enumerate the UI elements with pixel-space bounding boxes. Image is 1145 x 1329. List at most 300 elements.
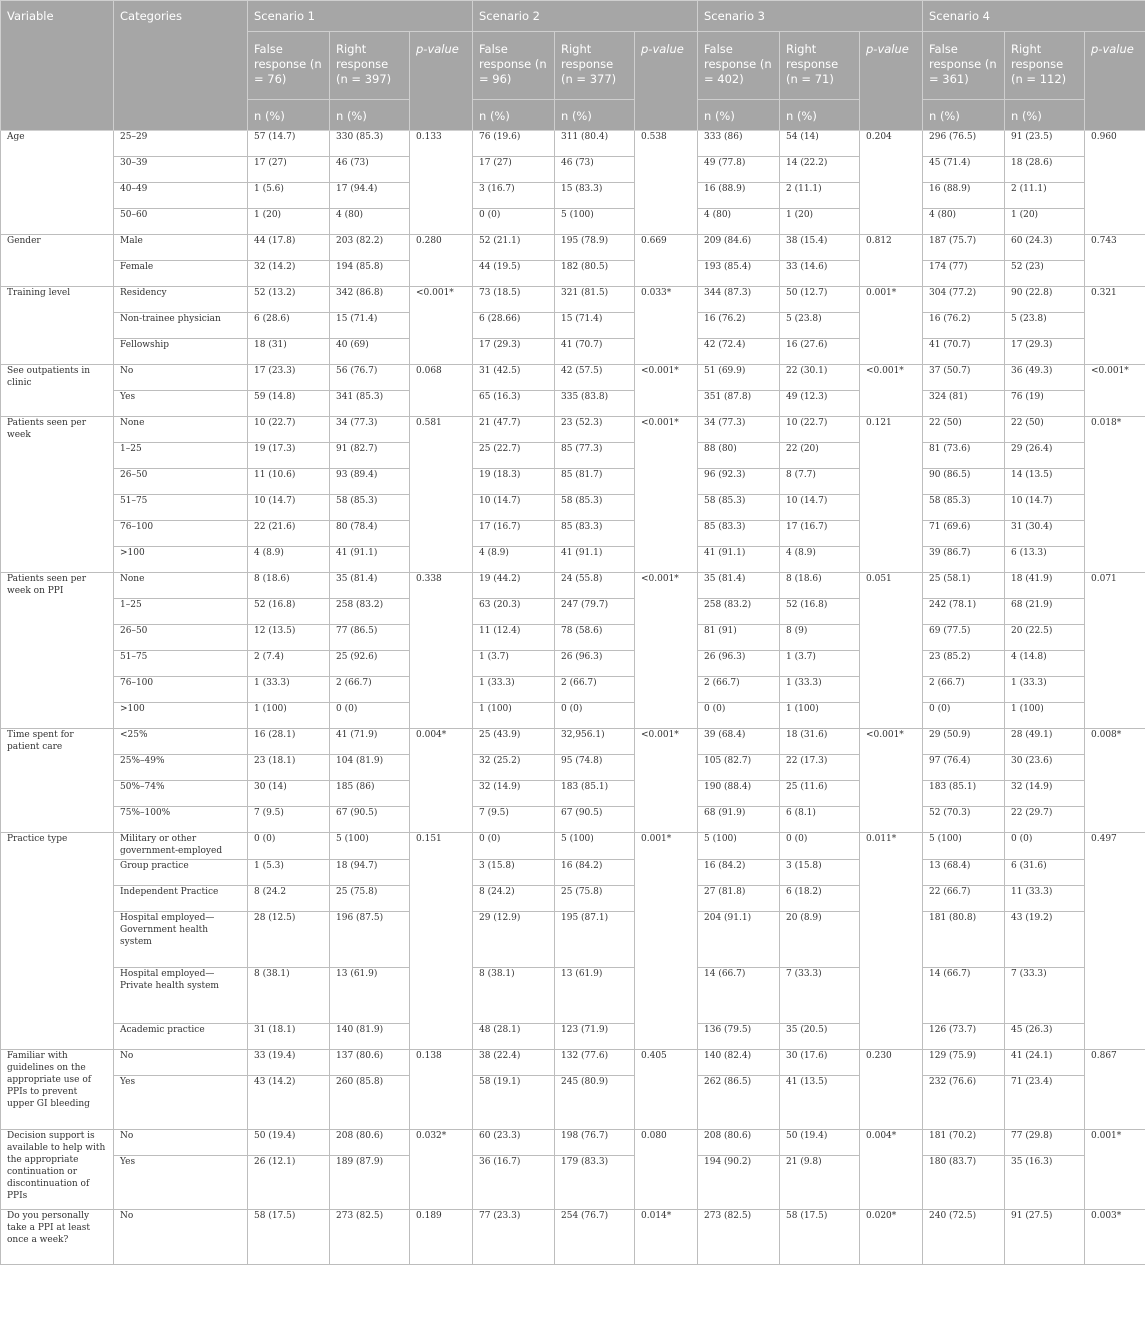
false-response-cell: 33 (19.4) (248, 1050, 330, 1076)
variable-cell: Patients seen per week (1, 417, 114, 573)
category-cell: Non-trainee physician (114, 313, 248, 339)
false-response-cell: 10 (22.7) (248, 417, 330, 443)
table-row (1, 860, 1145, 886)
right-response-cell: 18 (94.7) (330, 860, 410, 886)
false-response-cell: 304 (77.2) (923, 287, 1005, 313)
false-response-cell: 71 (69.6) (923, 521, 1005, 547)
right-response-cell: 1 (100) (780, 703, 860, 729)
right-response-header: Right response (n = 112) (1005, 32, 1085, 100)
category-cell: 76–100 (114, 521, 248, 547)
variable-cell: Patients seen per week on PPI (1, 573, 114, 729)
variable-cell: Decision support is available to help with the appropriate continuation or discontinuation of PPIs (1, 1130, 114, 1210)
false-response-cell: 25 (58.1) (923, 573, 1005, 599)
right-response-cell: 20 (8.9) (780, 912, 860, 968)
right-response-cell: 0 (0) (1005, 833, 1085, 860)
right-response-cell: 15 (71.4) (555, 313, 635, 339)
right-response-cell: 254 (76.7) (555, 1210, 635, 1265)
false-response-cell: 12 (13.5) (248, 625, 330, 651)
false-response-cell: 6 (28.66) (473, 313, 555, 339)
right-response-cell: 41 (91.1) (330, 547, 410, 573)
false-response-cell: 48 (28.1) (473, 1024, 555, 1050)
p-value-cell: 0.051 (860, 573, 923, 729)
right-response-cell: 18 (41.9) (1005, 573, 1085, 599)
variable-cell: Age (1, 131, 114, 235)
false-response-cell: 68 (91.9) (698, 807, 780, 833)
p-value-cell: 0.004* (410, 729, 473, 833)
false-response-cell: 296 (76.5) (923, 131, 1005, 157)
right-response-cell: 95 (74.8) (555, 755, 635, 781)
right-response-cell: 71 (23.4) (1005, 1076, 1085, 1130)
false-response-cell: 34 (77.3) (698, 417, 780, 443)
right-response-cell: 31 (30.4) (1005, 521, 1085, 547)
false-response-cell: 17 (16.7) (473, 521, 555, 547)
right-response-cell: 16 (84.2) (555, 860, 635, 886)
right-response-cell: 6 (31.6) (1005, 860, 1085, 886)
right-response-cell: 91 (23.5) (1005, 131, 1085, 157)
n-pct-header: n (%) (330, 100, 410, 131)
right-response-cell: 15 (83.3) (555, 183, 635, 209)
false-response-cell: 45 (71.4) (923, 157, 1005, 183)
right-response-cell: 273 (82.5) (330, 1210, 410, 1265)
right-response-cell: 17 (29.3) (1005, 339, 1085, 365)
p-value-cell: 0.189 (410, 1210, 473, 1265)
right-response-cell: 140 (81.9) (330, 1024, 410, 1050)
right-response-cell: 78 (58.6) (555, 625, 635, 651)
false-response-cell: 2 (66.7) (923, 677, 1005, 703)
table-row (1, 443, 1145, 469)
false-response-cell: 88 (80) (698, 443, 780, 469)
false-response-cell: 351 (87.8) (698, 391, 780, 417)
false-response-cell: 0 (0) (698, 703, 780, 729)
right-response-cell: 2 (66.7) (330, 677, 410, 703)
false-response-cell: 28 (12.5) (248, 912, 330, 968)
false-response-cell: 16 (76.2) (698, 313, 780, 339)
right-response-cell: 67 (90.5) (555, 807, 635, 833)
false-response-cell: 1 (100) (473, 703, 555, 729)
false-response-cell: 0 (0) (473, 833, 555, 860)
right-response-cell: 185 (86) (330, 781, 410, 807)
category-cell: Military or other government-employed (114, 833, 248, 860)
category-cell: 50–60 (114, 209, 248, 235)
false-response-cell: 25 (22.7) (473, 443, 555, 469)
false-response-cell: 13 (68.4) (923, 860, 1005, 886)
right-response-cell: 25 (75.8) (555, 886, 635, 912)
category-cell: 1–25 (114, 443, 248, 469)
table-row (1, 625, 1145, 651)
p-value-cell: <0.001* (635, 729, 698, 833)
right-response-cell: 5 (100) (555, 209, 635, 235)
p-value-cell: 0.020* (860, 1210, 923, 1265)
variable-cell: See outpatients in clinic (1, 365, 114, 417)
right-response-cell: 25 (75.8) (330, 886, 410, 912)
right-response-cell: 311 (80.4) (555, 131, 635, 157)
false-response-cell: 39 (68.4) (698, 729, 780, 755)
right-response-cell: 258 (83.2) (330, 599, 410, 625)
p-value-cell: 0.033* (635, 287, 698, 365)
p-value-cell: 0.812 (860, 235, 923, 287)
p-value-cell: 0.080 (635, 1130, 698, 1210)
table-row (1, 1024, 1145, 1050)
false-response-cell: 126 (73.7) (923, 1024, 1005, 1050)
right-response-cell: 38 (15.4) (780, 235, 860, 261)
table-row (1, 1076, 1145, 1130)
right-response-cell: 1 (20) (1005, 209, 1085, 235)
false-response-cell: 232 (76.6) (923, 1076, 1005, 1130)
p-value-cell: 0.001* (1085, 1130, 1145, 1210)
right-response-cell: 22 (29.7) (1005, 807, 1085, 833)
false-response-cell: 17 (27) (473, 157, 555, 183)
false-response-cell: 52 (21.1) (473, 235, 555, 261)
false-response-cell: 129 (75.9) (923, 1050, 1005, 1076)
right-response-cell: 4 (14.8) (1005, 651, 1085, 677)
false-response-cell: 58 (85.3) (923, 495, 1005, 521)
category-cell: Group practice (114, 860, 248, 886)
right-response-cell: 245 (80.9) (555, 1076, 635, 1130)
false-response-cell: 194 (90.2) (698, 1156, 780, 1210)
right-response-cell: 22 (50) (1005, 417, 1085, 443)
right-response-cell: 17 (16.7) (780, 521, 860, 547)
false-response-cell: 3 (16.7) (473, 183, 555, 209)
right-response-cell: 5 (23.8) (780, 313, 860, 339)
false-response-cell: 8 (24.2 (248, 886, 330, 912)
right-response-cell: 41 (71.9) (330, 729, 410, 755)
false-response-cell: 52 (13.2) (248, 287, 330, 313)
right-response-cell: 123 (71.9) (555, 1024, 635, 1050)
right-response-cell: 2 (11.1) (1005, 183, 1085, 209)
false-response-cell: 8 (38.1) (248, 968, 330, 1024)
p-value-cell: 0.004* (860, 1130, 923, 1210)
right-response-cell: 32,956.1) (555, 729, 635, 755)
false-response-cell: 2 (7.4) (248, 651, 330, 677)
right-response-cell: 15 (71.4) (330, 313, 410, 339)
p-value-cell: <0.001* (1085, 365, 1145, 417)
right-response-cell: 58 (85.3) (330, 495, 410, 521)
right-response-cell: 104 (81.9) (330, 755, 410, 781)
p-value-cell: 0.321 (1085, 287, 1145, 365)
table-row (1, 1210, 1145, 1265)
p-value-cell: 0.743 (1085, 235, 1145, 287)
right-response-cell: 11 (33.3) (1005, 886, 1085, 912)
category-cell: Male (114, 235, 248, 261)
false-response-cell: 1 (5.3) (248, 860, 330, 886)
false-response-cell: 8 (38.1) (473, 968, 555, 1024)
false-response-cell: 105 (82.7) (698, 755, 780, 781)
p-value-cell: 0.867 (1085, 1050, 1145, 1130)
scenario-4-header: Scenario 4 (923, 1, 1145, 32)
variable-cell: Gender (1, 235, 114, 287)
false-response-cell: 5 (100) (698, 833, 780, 860)
variable-header: Variable (1, 1, 114, 131)
right-response-cell: 45 (26.3) (1005, 1024, 1085, 1050)
false-response-cell: 22 (50) (923, 417, 1005, 443)
table-row (1, 209, 1145, 235)
right-response-cell: 0 (0) (330, 703, 410, 729)
category-cell: >100 (114, 703, 248, 729)
p-value-header: p-value (635, 32, 698, 131)
false-response-cell: 0 (0) (248, 833, 330, 860)
false-response-cell: 187 (75.7) (923, 235, 1005, 261)
p-value-cell: 0.338 (410, 573, 473, 729)
false-response-cell: 204 (91.1) (698, 912, 780, 968)
false-response-header: False response (n = 402) (698, 32, 780, 100)
right-response-cell: 93 (89.4) (330, 469, 410, 495)
table-row (1, 729, 1145, 755)
false-response-header: False response (n = 361) (923, 32, 1005, 100)
right-response-cell: 208 (80.6) (330, 1130, 410, 1156)
table-row (1, 131, 1145, 157)
variable-cell: Do you personally take a PPI at least once a week? (1, 1210, 114, 1265)
right-response-cell: 2 (66.7) (555, 677, 635, 703)
table-row (1, 495, 1145, 521)
category-cell: 75%–100% (114, 807, 248, 833)
false-response-cell: 63 (20.3) (473, 599, 555, 625)
right-response-cell: 10 (14.7) (780, 495, 860, 521)
category-cell: Hospital employed—Government health system (114, 912, 248, 968)
false-response-cell: 181 (80.8) (923, 912, 1005, 968)
false-response-cell: 39 (86.7) (923, 547, 1005, 573)
p-value-header: p-value (410, 32, 473, 131)
table-row (1, 391, 1145, 417)
false-response-cell: 11 (10.6) (248, 469, 330, 495)
table-row (1, 235, 1145, 261)
right-response-cell: 67 (90.5) (330, 807, 410, 833)
p-value-cell: <0.001* (860, 365, 923, 417)
p-value-cell: 0.230 (860, 1050, 923, 1130)
false-response-cell: 31 (18.1) (248, 1024, 330, 1050)
false-response-cell: 81 (91) (698, 625, 780, 651)
category-cell: 25–29 (114, 131, 248, 157)
right-response-cell: 14 (22.2) (780, 157, 860, 183)
right-response-cell: 32 (14.9) (1005, 781, 1085, 807)
false-response-cell: 25 (43.9) (473, 729, 555, 755)
right-response-cell: 22 (20) (780, 443, 860, 469)
right-response-cell: 35 (20.5) (780, 1024, 860, 1050)
right-response-cell: 8 (9) (780, 625, 860, 651)
table-row (1, 287, 1145, 313)
false-response-cell: 32 (25.2) (473, 755, 555, 781)
p-value-cell: <0.001* (860, 729, 923, 833)
category-cell: 30–39 (114, 157, 248, 183)
right-response-cell: 132 (77.6) (555, 1050, 635, 1076)
false-response-cell: 344 (87.3) (698, 287, 780, 313)
right-response-cell: 85 (81.7) (555, 469, 635, 495)
right-response-cell: 2 (11.1) (780, 183, 860, 209)
p-value-cell: 0.138 (410, 1050, 473, 1130)
false-response-cell: 26 (12.1) (248, 1156, 330, 1210)
false-response-cell: 273 (82.5) (698, 1210, 780, 1265)
right-response-cell: 1 (100) (1005, 703, 1085, 729)
false-response-cell: 26 (96.3) (698, 651, 780, 677)
table-header (1, 1, 1145, 131)
category-cell: 51–75 (114, 495, 248, 521)
p-value-cell: 0.538 (635, 131, 698, 235)
false-response-cell: 49 (77.8) (698, 157, 780, 183)
false-response-cell: 85 (83.3) (698, 521, 780, 547)
right-response-cell: 41 (13.5) (780, 1076, 860, 1130)
false-response-cell: 209 (84.6) (698, 235, 780, 261)
right-response-cell: 195 (87.1) (555, 912, 635, 968)
right-response-cell: 42 (57.5) (555, 365, 635, 391)
right-response-cell: 203 (82.2) (330, 235, 410, 261)
variable-cell: Time spent for patient care (1, 729, 114, 833)
scenario-3-header: Scenario 3 (698, 1, 923, 32)
right-response-cell: 54 (14) (780, 131, 860, 157)
table-row (1, 807, 1145, 833)
false-response-cell: 16 (28.1) (248, 729, 330, 755)
false-response-cell: 35 (81.4) (698, 573, 780, 599)
false-response-cell: 17 (27) (248, 157, 330, 183)
false-response-cell: 30 (14) (248, 781, 330, 807)
false-response-cell: 6 (28.6) (248, 313, 330, 339)
false-response-cell: 36 (16.7) (473, 1156, 555, 1210)
table-row (1, 365, 1145, 391)
p-value-cell: 0.011* (860, 833, 923, 1050)
false-response-cell: 52 (16.8) (248, 599, 330, 625)
false-response-cell: 29 (50.9) (923, 729, 1005, 755)
p-value-cell: 0.003* (1085, 1210, 1145, 1265)
right-response-cell: 29 (26.4) (1005, 443, 1085, 469)
false-response-cell: 73 (18.5) (473, 287, 555, 313)
p-value-cell: 0.121 (860, 417, 923, 573)
right-response-cell: 247 (79.7) (555, 599, 635, 625)
category-cell: Yes (114, 1156, 248, 1210)
n-pct-header: n (%) (1005, 100, 1085, 131)
false-response-cell: 60 (23.3) (473, 1130, 555, 1156)
right-response-cell: 6 (13.3) (1005, 547, 1085, 573)
false-response-cell: 16 (76.2) (923, 313, 1005, 339)
category-cell: >100 (114, 547, 248, 573)
false-response-cell: 14 (66.7) (923, 968, 1005, 1024)
right-response-cell: 1 (20) (780, 209, 860, 235)
table-row (1, 1050, 1145, 1076)
false-response-cell: 258 (83.2) (698, 599, 780, 625)
false-response-cell: 59 (14.8) (248, 391, 330, 417)
table-row (1, 599, 1145, 625)
right-response-cell: 179 (83.3) (555, 1156, 635, 1210)
false-response-cell: 5 (100) (923, 833, 1005, 860)
table-body (1, 131, 1145, 1265)
variable-cell: Training level (1, 287, 114, 365)
right-response-cell: 22 (17.3) (780, 755, 860, 781)
false-response-cell: 1 (33.3) (473, 677, 555, 703)
false-response-cell: 16 (88.9) (698, 183, 780, 209)
right-response-cell: 10 (14.7) (1005, 495, 1085, 521)
false-response-cell: 51 (69.9) (698, 365, 780, 391)
right-response-cell: 17 (94.4) (330, 183, 410, 209)
category-cell: 40–49 (114, 183, 248, 209)
false-response-cell: 50 (19.4) (248, 1130, 330, 1156)
category-cell: No (114, 1050, 248, 1076)
category-cell: No (114, 365, 248, 391)
table-row (1, 1156, 1145, 1210)
table-row (1, 703, 1145, 729)
false-response-cell: 32 (14.9) (473, 781, 555, 807)
false-response-cell: 76 (19.6) (473, 131, 555, 157)
false-response-header: False response (n = 96) (473, 32, 555, 100)
table-row (1, 886, 1145, 912)
right-response-cell: 18 (31.6) (780, 729, 860, 755)
right-response-cell: 24 (55.8) (555, 573, 635, 599)
false-response-cell: 1 (20) (248, 209, 330, 235)
false-response-cell: 32 (14.2) (248, 261, 330, 287)
false-response-cell: 17 (23.3) (248, 365, 330, 391)
n-pct-header: n (%) (248, 100, 330, 131)
category-cell: 50%–74% (114, 781, 248, 807)
variable-cell: Familiar with guidelines on the appropriate use of PPIs to prevent upper GI bleeding (1, 1050, 114, 1130)
false-response-cell: 16 (88.9) (923, 183, 1005, 209)
right-response-cell: 6 (8.1) (780, 807, 860, 833)
n-pct-header: n (%) (555, 100, 635, 131)
table-row (1, 968, 1145, 1024)
false-response-cell: 97 (76.4) (923, 755, 1005, 781)
p-value-cell: 0.405 (635, 1050, 698, 1130)
category-cell: Hospital employed—Private health system (114, 968, 248, 1024)
p-value-cell: 0.001* (860, 287, 923, 365)
right-response-cell: 8 (18.6) (780, 573, 860, 599)
false-response-cell: 38 (22.4) (473, 1050, 555, 1076)
right-response-cell: 13 (61.9) (555, 968, 635, 1024)
false-response-cell: 43 (14.2) (248, 1076, 330, 1130)
table-row (1, 261, 1145, 287)
table-row (1, 339, 1145, 365)
false-response-cell: 180 (83.7) (923, 1156, 1005, 1210)
p-value-cell: <0.001* (410, 287, 473, 365)
right-response-cell: 85 (83.3) (555, 521, 635, 547)
right-response-cell: 50 (12.7) (780, 287, 860, 313)
right-response-cell: 341 (85.3) (330, 391, 410, 417)
false-response-cell: 10 (14.7) (473, 495, 555, 521)
right-response-cell: 68 (21.9) (1005, 599, 1085, 625)
category-cell: No (114, 1210, 248, 1265)
p-value-cell: <0.001* (635, 365, 698, 417)
p-value-cell: 0.014* (635, 1210, 698, 1265)
false-response-cell: 181 (70.2) (923, 1130, 1005, 1156)
right-response-cell: 18 (28.6) (1005, 157, 1085, 183)
false-response-cell: 21 (47.7) (473, 417, 555, 443)
right-response-cell: 4 (80) (330, 209, 410, 235)
category-cell: No (114, 1130, 248, 1156)
false-response-cell: 81 (73.6) (923, 443, 1005, 469)
false-response-cell: 193 (85.4) (698, 261, 780, 287)
right-response-cell: 30 (17.6) (780, 1050, 860, 1076)
category-cell: 51–75 (114, 651, 248, 677)
p-value-cell: 0.071 (1085, 573, 1145, 729)
table-row (1, 573, 1145, 599)
right-response-cell: 58 (85.3) (555, 495, 635, 521)
false-response-cell: 1 (5.6) (248, 183, 330, 209)
right-response-cell: 3 (15.8) (780, 860, 860, 886)
false-response-cell: 57 (14.7) (248, 131, 330, 157)
false-response-cell: 16 (84.2) (698, 860, 780, 886)
p-value-cell: 0.581 (410, 417, 473, 573)
table-row (1, 1130, 1145, 1156)
scenario-1-header: Scenario 1 (248, 1, 473, 32)
n-pct-header: n (%) (780, 100, 860, 131)
false-response-cell: 174 (77) (923, 261, 1005, 287)
right-response-cell: 85 (77.3) (555, 443, 635, 469)
false-response-cell: 37 (50.7) (923, 365, 1005, 391)
right-response-cell: 35 (16.3) (1005, 1156, 1085, 1210)
right-response-cell: 58 (17.5) (780, 1210, 860, 1265)
right-response-cell: 36 (49.3) (1005, 365, 1085, 391)
p-value-cell: 0.032* (410, 1130, 473, 1210)
p-value-header: p-value (1085, 32, 1145, 131)
false-response-cell: 208 (80.6) (698, 1130, 780, 1156)
right-response-header: Right response (n = 397) (330, 32, 410, 100)
right-response-cell: 7 (33.3) (780, 968, 860, 1024)
p-value-cell: 0.133 (410, 131, 473, 235)
false-response-cell: 333 (86) (698, 131, 780, 157)
